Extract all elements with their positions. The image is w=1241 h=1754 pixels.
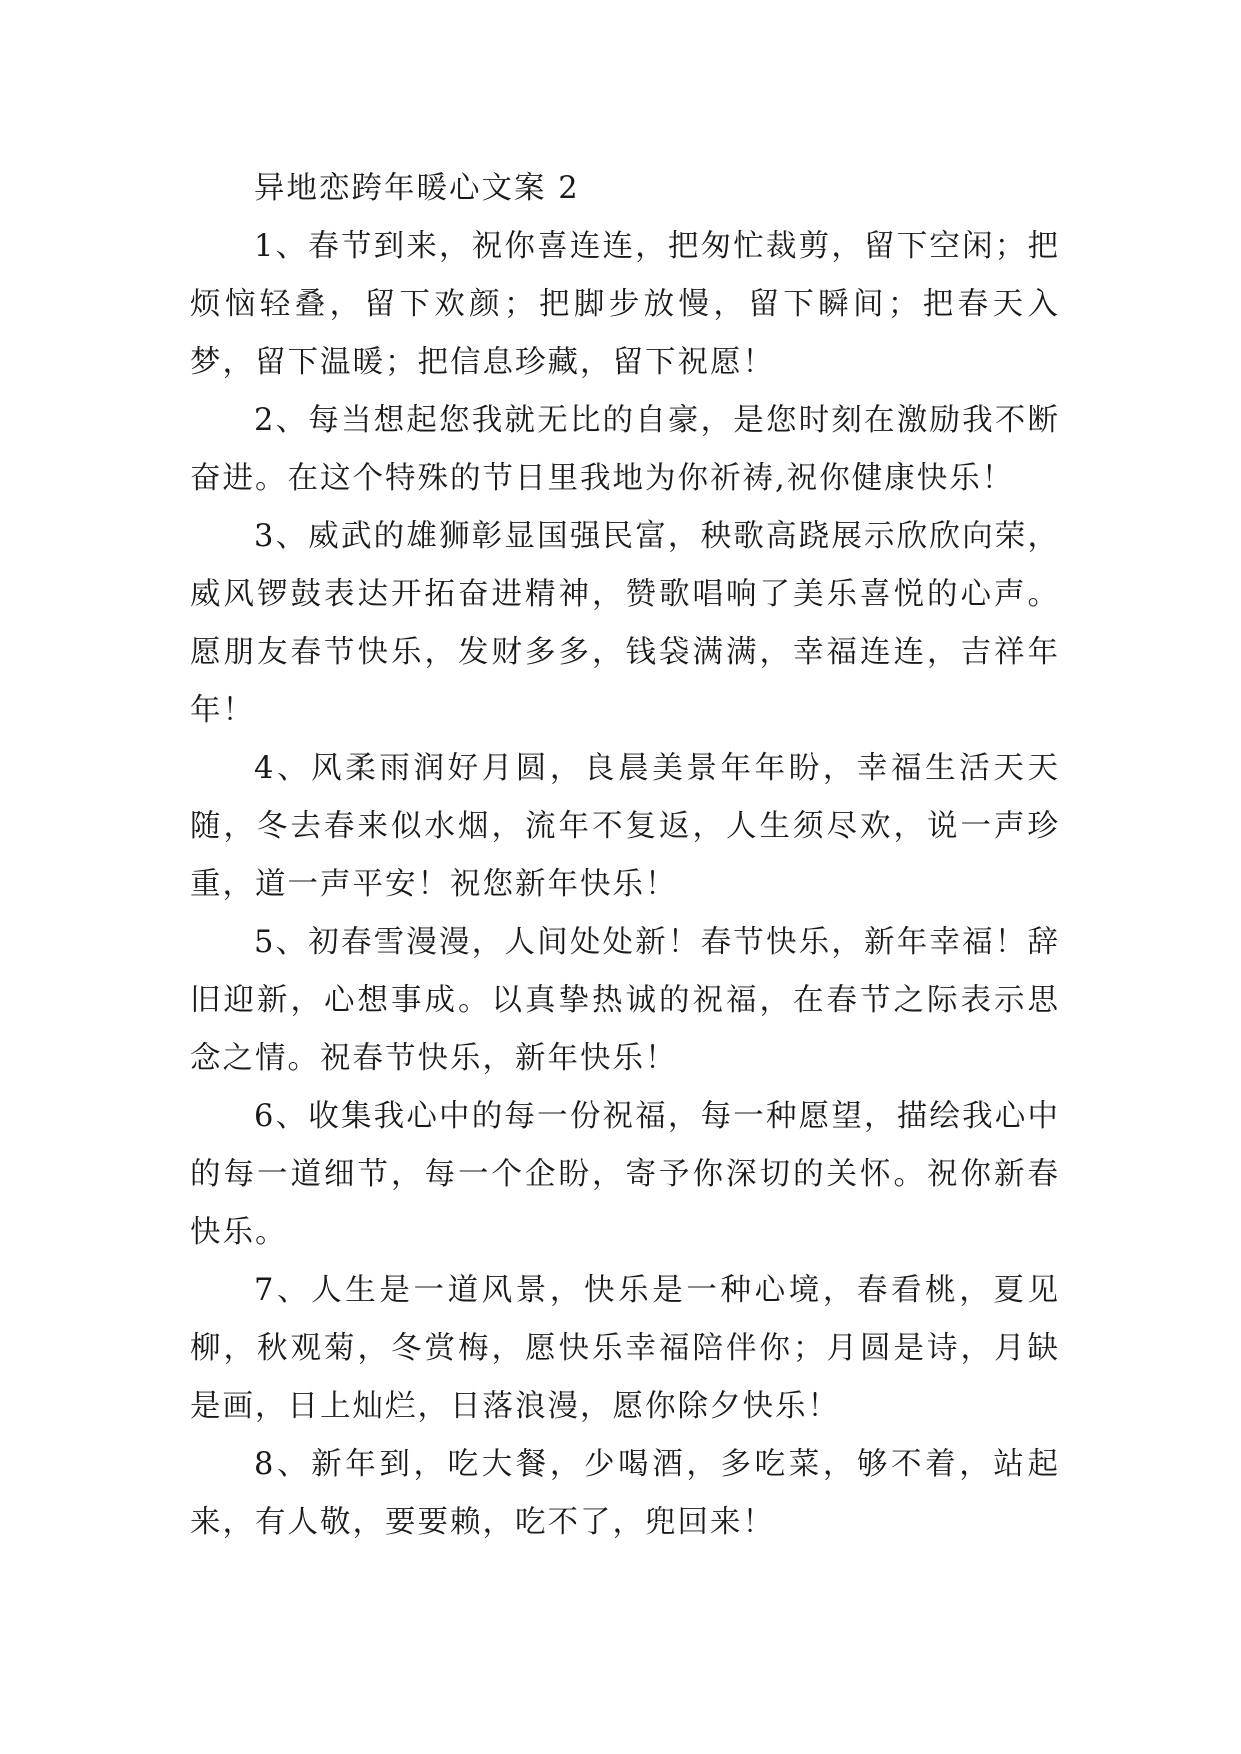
- document-body: [190, 160, 1060, 1552]
- paragraph-6: 6、收集我心中的每一份祝福，每一种愿望，描绘我心中的每一道细节，每一个企盼，寄予你深切的关怀。祝你新春快乐。: [190, 1099, 1060, 1250]
- paragraph-2: 2、每当想起您我就无比的自豪，是您时刻在激励我不断奋进。在这个特殊的节日里我地为你祈祷,祝你健康快乐！: [190, 403, 1060, 496]
- paragraph-3: 3、威武的雄狮彰显国强民富，秧歌高跷展示欣欣向荣，威风锣鼓表达开拓奋进精神，赞歌唱响了美乐喜悦的心声。愿朋友春节快乐，发财多多，钱袋满满，幸福连连，吉祥年年！: [190, 519, 1060, 728]
- document-title: 异地恋跨年暖心文案 2: [254, 171, 580, 206]
- paragraph-8: 8、新年到，吃大餐，少喝酒，多吃菜，够不着，站起来，有人敬，要要赖，吃不了，兜回来！: [190, 1447, 1060, 1540]
- paragraph-1: 1、春节到来，祝你喜连连，把匆忙裁剪，留下空闲；把烦恼轻叠，留下欢颜；把脚步放慢，留下瞬间；把春天入梦，留下温暖；把信息珍藏，留下祝愿！: [190, 229, 1060, 380]
- paragraph-7: 7、人生是一道风景，快乐是一种心境，春看桃，夏见柳，秋观菊，冬赏梅，愿快乐幸福陪伴你；月圆是诗，月缺是画，日上灿烂，日落浪漫，愿你除夕快乐！: [190, 1273, 1060, 1424]
- paragraph-4: 4、风柔雨润好月圆，良晨美景年年盼，幸福生活天天随，冬去春来似水烟，流年不复返，人生须尽欢，说一声珍重，道一声平安！祝您新年快乐！: [190, 751, 1060, 902]
- paragraph-5: 5、初春雪漫漫，人间处处新！春节快乐，新年幸福！辞旧迎新，心想事成。以真挚热诚的祝福，在春节之际表示思念之情。祝春节快乐，新年快乐！: [190, 925, 1060, 1076]
